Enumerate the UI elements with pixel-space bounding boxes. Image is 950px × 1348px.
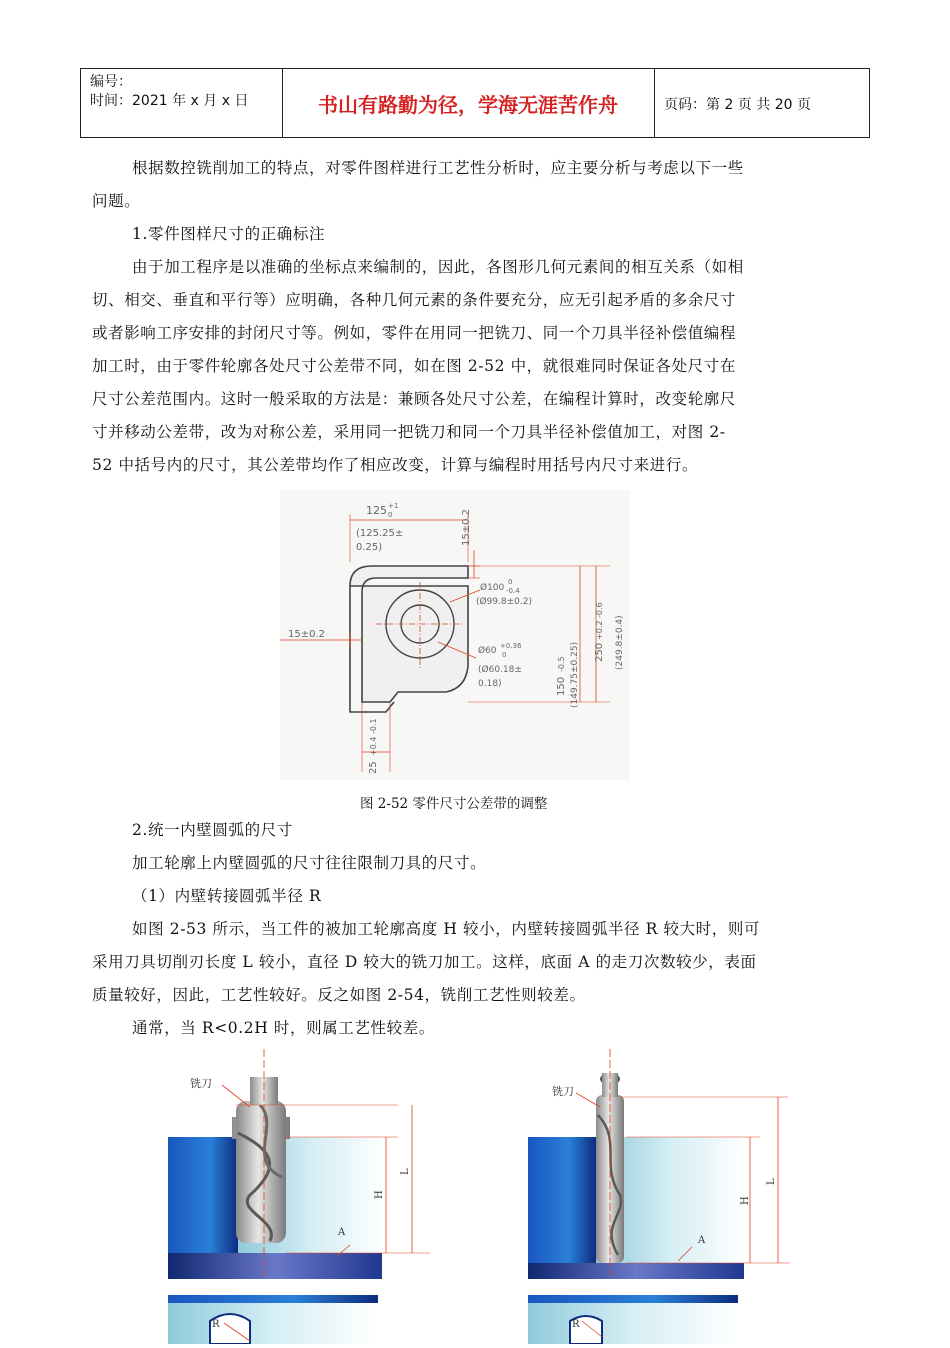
dim-25-tol: +0.4 -0.1 [369,718,378,756]
header-divider [80,69,81,137]
milling-diagrams [150,1045,800,1344]
dim-25: 25 [368,761,379,774]
dim-250-tol: +0.2 -0.6 [595,602,604,640]
length-label: L [400,1168,411,1175]
header-divider [869,69,870,137]
tool-label: 铣刀 [190,1077,212,1090]
dim-125-tol-dn: 0 [388,511,393,519]
figure-2-52 [280,490,630,780]
dim-125: 125 [366,504,387,517]
dim-d60-tol-dn: 0 [502,651,507,659]
dim-d100-adjusted: (Ø99.8±0.2) [476,597,532,607]
paragraph: 问题。 [92,192,141,210]
header-meta [90,73,248,111]
radius-label: R [212,1319,220,1330]
document-date: 时间：2021 年 x 月 x 日 [90,93,249,109]
dim-d60-tol-up: +0.36 [500,642,522,650]
header-motto: 书山有路勤为径，学海无涯苦作舟 [318,93,618,117]
page-number: 页码：第 2 页 共 20 页 [664,97,811,113]
dim-d100-tol-dn: -0.4 [506,587,520,595]
height-label: H [374,1190,385,1199]
section-heading: （1）内壁转接圆弧半径 R [132,887,322,905]
paragraph: 加工轮廓上内壁圆弧的尺寸往往限制刀具的尺寸。 [132,854,487,872]
face-label: A [338,1227,346,1238]
dim-125-adjusted: 0.25) [356,542,383,553]
dim-150-tol: -0.5 [557,656,566,672]
figure-caption: 图 2-52 零件尺寸公差带的调整 [360,796,548,812]
paragraph: 加工时，由于零件轮廓各处尺寸公差带不同，如在图 2-52 中，就很难同时保证各处尺寸在 [92,357,736,375]
section-heading: 1.零件图样尺寸的正确标注 [132,225,326,243]
tool-label: 铣刀 [552,1085,574,1098]
figure-2-53-2-54 [150,1045,800,1344]
paragraph: 寸并移动公差带，改为对称公差，采用同一把铣刀和同一个刀具半径补偿值加工，对图 2- [92,423,726,441]
dim-15-top: 15±0.2 [461,508,472,546]
page-header [80,68,870,138]
paragraph: 采用刀具切削刃长度 L 较小，直径 D 较大的铣刀加工。这样，底面 A 的走刀次数较少，表面 [92,953,757,971]
dim-150-adjusted: (149.75±0.25) [570,641,580,708]
paragraph: 质量较好，因此，工艺性较好。反之如图 2-54，铣削工艺性则较差。 [92,986,586,1004]
dim-15-left: 15±0.2 [288,629,326,640]
dim-125-tol-up: +1 [388,502,399,510]
paragraph: 尺寸公差范围内。这时一般采取的方法是：兼顾各处尺寸公差，在编程计算时，改变轮廓尺 [92,390,737,408]
paragraph: 由于加工程序是以准确的坐标点来编制的，因此，各图形几何元素间的相互关系（如相 [132,258,744,276]
section-heading: 2.统一内壁圆弧的尺寸 [132,821,293,839]
dim-125-adjusted: (125.25± [356,528,404,539]
radius-label: R [572,1319,580,1330]
dim-d60-adjusted: 0.18) [478,679,502,689]
dim-250: 250 [594,642,605,662]
dim-250-adjusted: (249.8±0.4) [615,615,625,670]
paragraph: 根据数控铣削加工的特点，对零件图样进行工艺性分析时，应主要分析与考虑以下一些 [132,159,744,177]
document-number: 编号： [90,74,132,90]
header-divider [654,69,655,137]
figure-2-53-diagram [168,1049,430,1344]
part-drawing [280,490,630,780]
figure-2-54-diagram [528,1049,790,1344]
paragraph: 或者影响工序安排的封闭尺寸等。例如，零件在用同一把铣刀、同一个刀具半径补偿值编程 [92,324,737,342]
dim-d60: Ø60 [478,646,497,656]
dim-d100: Ø100 [480,583,505,593]
paragraph: 切、相交、垂直和平行等）应明确，各种几何元素的条件要充分，应无引起矛盾的多余尺寸 [92,291,737,309]
dim-d60-adjusted: (Ø60.18± [478,665,522,675]
paragraph: 如图 2-53 所示，当工件的被加工轮廓高度 H 较小，内壁转接圆弧半径 R 较大时，则可 [132,920,761,938]
paragraph: 通常，当 R<0.2H 时，则属工艺性较差。 [132,1019,435,1037]
face-label: A [698,1235,706,1246]
length-label: L [766,1178,777,1185]
dim-d100-tol-up: 0 [508,578,513,586]
height-label: H [740,1196,751,1205]
paragraph: 52 中括号内的尺寸，其公差带均作了相应改变，计算与编程时用括号内尺寸来进行。 [92,456,699,474]
dim-150: 150 [556,676,567,696]
